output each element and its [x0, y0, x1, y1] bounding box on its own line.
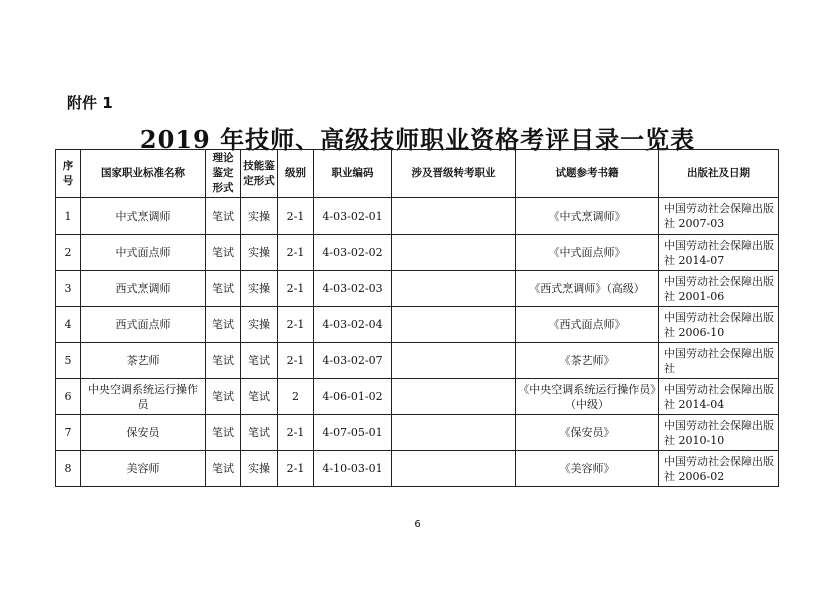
- cell-skill: 实操: [241, 271, 278, 307]
- header-cell-publisher: 出版社及日期: [659, 150, 779, 198]
- cell-skill: 实操: [241, 307, 278, 343]
- cell-level: 2-1: [278, 415, 314, 451]
- cell-transfer: [392, 451, 516, 487]
- header-cell-level: 级别: [278, 150, 314, 198]
- cell-code: 4-10-03-01: [314, 451, 392, 487]
- page-number: 6: [414, 519, 421, 530]
- cell-no: 2: [56, 235, 81, 271]
- cell-name: 西式面点师: [81, 307, 206, 343]
- header-cell-theory: 理论鉴定形式: [206, 150, 241, 198]
- table-row: [56, 451, 779, 487]
- page-title: 2019 年技师、高级技师职业资格考评目录一览表: [139, 125, 696, 154]
- cell-name: 保安员: [81, 415, 206, 451]
- cell-level: 2-1: [278, 307, 314, 343]
- cell-publisher: 中国劳动社会保障出版社 2014-07: [659, 235, 779, 271]
- catalog-table: [55, 149, 779, 487]
- cell-theory: 笔试: [206, 451, 241, 487]
- cell-book: 《茶艺师》: [516, 343, 659, 379]
- header-cell-skill: 技能鉴定形式: [241, 150, 278, 198]
- cell-theory: 笔试: [206, 343, 241, 379]
- cell-name: 中式面点师: [81, 235, 206, 271]
- cell-no: 4: [56, 307, 81, 343]
- cell-theory: 笔试: [206, 415, 241, 451]
- cell-book: 《中式面点师》: [516, 235, 659, 271]
- cell-name: 中式烹调师: [81, 198, 206, 235]
- cell-publisher: 中国劳动社会保障出版社 2007-03: [659, 198, 779, 235]
- cell-level: 2-1: [278, 271, 314, 307]
- cell-code: 4-03-02-01: [314, 198, 392, 235]
- header-cell-transfer: 涉及晋级转考职业: [392, 150, 516, 198]
- cell-transfer: [392, 379, 516, 415]
- cell-code: 4-03-02-07: [314, 343, 392, 379]
- cell-skill: 笔试: [241, 343, 278, 379]
- cell-skill: 实操: [241, 235, 278, 271]
- header-cell-name: 国家职业标准名称: [81, 150, 206, 198]
- cell-book: 《美容师》: [516, 451, 659, 487]
- cell-code: 4-03-02-04: [314, 307, 392, 343]
- cell-code: 4-07-05-01: [314, 415, 392, 451]
- cell-publisher: 中国劳动社会保障出版社 2006-10: [659, 307, 779, 343]
- cell-no: 1: [56, 198, 81, 235]
- cell-no: 6: [56, 379, 81, 415]
- table-header-row: [56, 150, 779, 198]
- cell-publisher: 中国劳动社会保障出版社 2006-02: [659, 451, 779, 487]
- cell-skill: 笔试: [241, 415, 278, 451]
- cell-code: 4-03-02-02: [314, 235, 392, 271]
- cell-transfer: [392, 198, 516, 235]
- cell-name: 西式烹调师: [81, 271, 206, 307]
- cell-level: 2-1: [278, 343, 314, 379]
- header-cell-code: 职业编码: [314, 150, 392, 198]
- cell-book: 《西式烹调师》（高级）: [516, 271, 659, 307]
- cell-publisher: 中国劳动社会保障出版社: [659, 343, 779, 379]
- header-cell-no: 序号: [56, 150, 81, 198]
- table-row: [56, 379, 779, 415]
- table-row: [56, 307, 779, 343]
- cell-publisher: 中国劳动社会保障出版社 2010-10: [659, 415, 779, 451]
- cell-book: 《西式面点师》: [516, 307, 659, 343]
- table-row: [56, 198, 779, 235]
- cell-theory: 笔试: [206, 235, 241, 271]
- cell-book: 《中央空调系统运行操作员》（中级）: [516, 379, 659, 415]
- cell-no: 5: [56, 343, 81, 379]
- cell-publisher: 中国劳动社会保障出版社 2014-04: [659, 379, 779, 415]
- cell-level: 2-1: [278, 451, 314, 487]
- attachment-label: 附件 1: [67, 94, 113, 112]
- cell-book: 《中式烹调师》: [516, 198, 659, 235]
- cell-no: 8: [56, 451, 81, 487]
- cell-code: 4-03-02-03: [314, 271, 392, 307]
- cell-no: 7: [56, 415, 81, 451]
- cell-code: 4-06-01-02: [314, 379, 392, 415]
- cell-theory: 笔试: [206, 307, 241, 343]
- cell-skill: 笔试: [241, 379, 278, 415]
- cell-skill: 实操: [241, 198, 278, 235]
- cell-name: 美容师: [81, 451, 206, 487]
- header-cell-book: 试题参考书籍: [516, 150, 659, 198]
- cell-name: 中央空调系统运行操作员: [81, 379, 206, 415]
- cell-publisher: 中国劳动社会保障出版社 2001-06: [659, 271, 779, 307]
- cell-transfer: [392, 271, 516, 307]
- table-row: [56, 235, 779, 271]
- cell-transfer: [392, 235, 516, 271]
- cell-theory: 笔试: [206, 379, 241, 415]
- cell-theory: 笔试: [206, 271, 241, 307]
- cell-theory: 笔试: [206, 198, 241, 235]
- cell-no: 3: [56, 271, 81, 307]
- cell-level: 2: [278, 379, 314, 415]
- table-row: [56, 415, 779, 451]
- table-row: [56, 271, 779, 307]
- table-row: [56, 343, 779, 379]
- cell-transfer: [392, 415, 516, 451]
- cell-transfer: [392, 307, 516, 343]
- cell-level: 2-1: [278, 235, 314, 271]
- cell-name: 茶艺师: [81, 343, 206, 379]
- cell-skill: 实操: [241, 451, 278, 487]
- cell-level: 2-1: [278, 198, 314, 235]
- cell-transfer: [392, 343, 516, 379]
- cell-book: 《保安员》: [516, 415, 659, 451]
